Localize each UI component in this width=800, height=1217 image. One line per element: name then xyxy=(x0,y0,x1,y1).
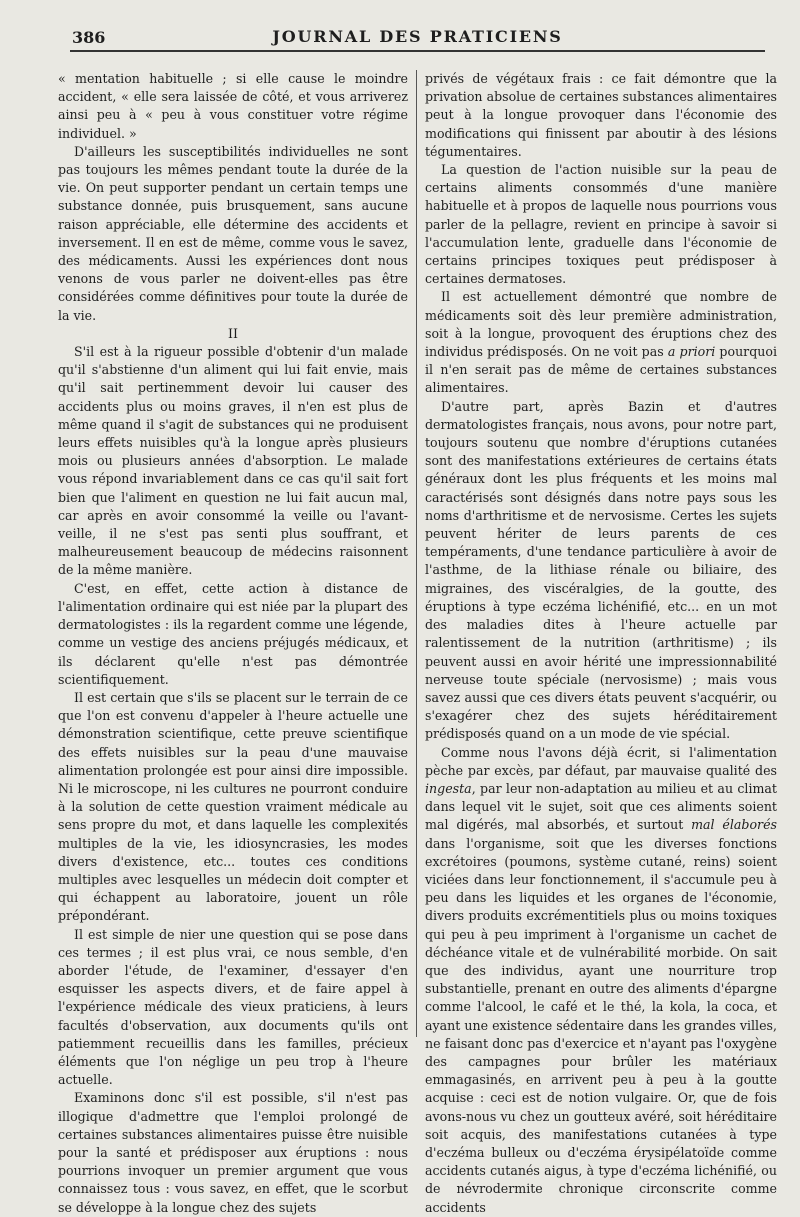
paragraph: D'ailleurs les susceptibilités individuelles ne sont pas toujours les mêmes pendant toute la durée de la vie. On peut supporter pendant un certain temps une substance donnée, puis brusquement, sans aucune raison appréciable, elle détermine des accidents et inversement. Il en est de même, comme vous le savez, des médicaments. Aussi les expériences dont nous venons de vous parler ne doivent-elles pas être considérées comme définitives pour toute la durée de la vie. xyxy=(58,143,408,323)
left-column xyxy=(58,70,408,1215)
text-run: dans l'organisme, soit que les diverses fonctions excrétoires (poumons, système cutané, reins) soient viciées dans leur fonctionnement, il s'accumule peu à peu dans les liquides et les organes de l'économie, divers produits excrémentitiels plus ou moins toxiques qui peu à peu impriment à l'organisme un cachet de déchéance vitale et de vulnérabilité morbide. On sait que des individus, ayant une nourriture trop substantielle, prenant en outre des aliments d'épargne comme l'alcool, le café et le thé, la kola, la coca, et ayant une existence sédentaire dans les grandes villes, ne faisant donc pas d'exercice et n'ayant pas l'oxygène des campagnes pour brûler les matériaux emmagasinés, en arrivent peu à peu à la goutte acquise : ceci est de notion vulgaire. Or, que de fois avons-nous vu chez un goutteux avéré, soit héréditaire soit acquis, des manifestations cutanées à type d'eczéma bulleux ou d'eczéma érysipélatoïde comme accidents cutanés aigus, à type d'eczéma lichénifié, ou de névrodermite chronique circonscrite comme accidents xyxy=(425,835,777,1215)
running-title: JOURNAL DES PRATICIENS xyxy=(272,27,563,46)
paragraph: D'autre part, après Bazin et d'autres dermatologistes français, nous avons, pour notre part, toujours soutenu que nombre d'éruptions cutanées sont des manifestations extérieures de certains états généraux dont les plus fréquents et les moins mal caractérisés sont désignés dans notre pays sous les noms d'arthritisme et de nervosisme. Certes les sujets peuvent hériter de leurs parents de ces tempéraments, d'une tendance particulière à avoir de l'asthme, de la lithiase rénale ou biliaire, des migraines, des viscéralgies, de la goutte, des éruptions à type eczéma lichénifié, etc... en un mot des maladies dites à l'heure actuelle par ralentissement de la nutrition (arthritisme) ; ils peuvent aussi en avoir hérité une impressionnabilité nerveuse toute spéciale (nervosisme) ; mais vous savez aussi que ces divers états peuvent s'acquérir, ou s'exagérer chez des sujets héréditairement prédisposés quand on a un mode de vie spécial. xyxy=(425,398,777,742)
right-column xyxy=(425,70,777,1215)
paragraph: Examinons donc s'il est possible, s'il n'est pas illogique d'admettre que l'emploi prolongé de certaines substances alimentaires puisse être nuisible pour la santé et prédisposer aux éruptions : nous pourrions invoquer un premier argument que vous connaissez tous : vous savez, en effet, que le scorbut se développe à la longue chez des sujets xyxy=(58,1090,408,1215)
text-run: , par leur non-adaptation au milieu et au climat dans lequel vit le sujet, soit que ces aliments soient mal digérés, mal absorbés, et surtout xyxy=(425,780,777,833)
text-run: Comme nous l'avons déjà écrit, si l'alimentation pèche par excès, par défaut, par mauvaise qualité des xyxy=(425,744,777,778)
text-run: Il est actuellement démontré que nombre de médicaments soit dès leur première administration, soit à la longue, provoquent des éruptions chez des individus prédisposés. On ne voit pas xyxy=(425,289,777,360)
paragraph xyxy=(425,744,777,1217)
italic-text: ingesta xyxy=(425,780,472,796)
paragraph xyxy=(425,288,777,397)
page-header xyxy=(70,24,765,52)
paragraph: La question de l'action nuisible sur la peau de certains aliments consommés d'une manière habituelle et à propos de laquelle nous pourrions vous parler de la pellagre, revient en principe à savoir si l'accumulation lente, graduelle dans l'économie de certains principes toxiques peut prédisposer à certaines dermatoses. xyxy=(425,162,777,287)
column-divider xyxy=(416,70,417,1037)
paragraph: S'il est à la rigueur possible d'obtenir d'un malade qu'il s'abstienne d'un aliment qui lui fait envie, mais qu'il sait pertinemment devoir lui causer des accidents plus ou moins graves, il n'en est plus de même quand il s'agit de substances qui ne produisent leurs effets nuisibles qu'à la longue après plusieurs mois ou plusieurs années d'absorption. Le malade vous répond invariablement dans ce cas qu'il sait fort bien que l'aliment en question ne lui fait aucun mal, car après en avoir consommé la veille ou l'avant-veille, il ne s'est pas senti plus souffrant, et malheureusement beaucoup de médecins raisonnent de la même manière. xyxy=(58,344,408,578)
text-run: pourquoi il n'en serait pas de même de certaines substances alimentaires. xyxy=(425,344,777,396)
paragraph: C'est, en effet, cette action à distance de l'alimentation ordinaire qui est niée par la plupart des dermatologistes : ils la regardent comme une légende, comme un vestige des anciens préjugés médicaux, et ils déclarent qu'elle n'est pas démontrée scientifiquement. xyxy=(58,580,408,687)
paragraph: Il est simple de nier une question qui se pose dans ces termes ; il est plus vrai, ce nous semble, d'en aborder l'étude, de l'examiner, d'essayer d'en esquisser les aspects divers, et de faire appel à l'expérience médicale des vieux praticiens, à leurs facultés d'observation, aux documents qu'ils ont patiemment recueillis dans les familles, précieux éléments que l'on néglige un peu trop à l'heure actuelle. xyxy=(58,926,408,1088)
italic-text: a priori xyxy=(667,344,716,360)
paragraph: Il est certain que s'ils se placent sur le terrain de ce que l'on est convenu d'appeler à l'heure actuelle une démonstration scientifique, cette preuve scientifique des effets nuisibles sur la peau d'une mauvaise alimentation prolongée est pour ainsi dire impossible. Ni le microscope, ni les cultures ne pourront conduire à la solution de cette question vraiment médicale au sens propre du mot, et dans laquelle les complexités multiples de la vie, les idiosyncrasies, les modes divers d'existence, etc... toutes ces conditions multiples avec lesquelles un médecin doit compter et qui échappent au laboratoire, jouent un rôle prépondérant. xyxy=(58,689,408,924)
italic-text: mal élaborés xyxy=(691,817,777,833)
paragraph: « mentation habituelle ; si elle cause le moindre accident, « elle sera laissée de côté, et vous arriverez ainsi peu à « peu à vous constituer votre régime individuel. » xyxy=(58,71,408,141)
paragraph: privés de végétaux frais : ce fait démontre que la privation absolue de certaines substances alimentaires peut à la longue provoquer dans l'économie des modifications qui finissent par aboutir à des lésions tégumentaires. xyxy=(425,71,777,159)
page-number: 386 xyxy=(72,28,106,47)
section-heading: II xyxy=(228,325,238,341)
